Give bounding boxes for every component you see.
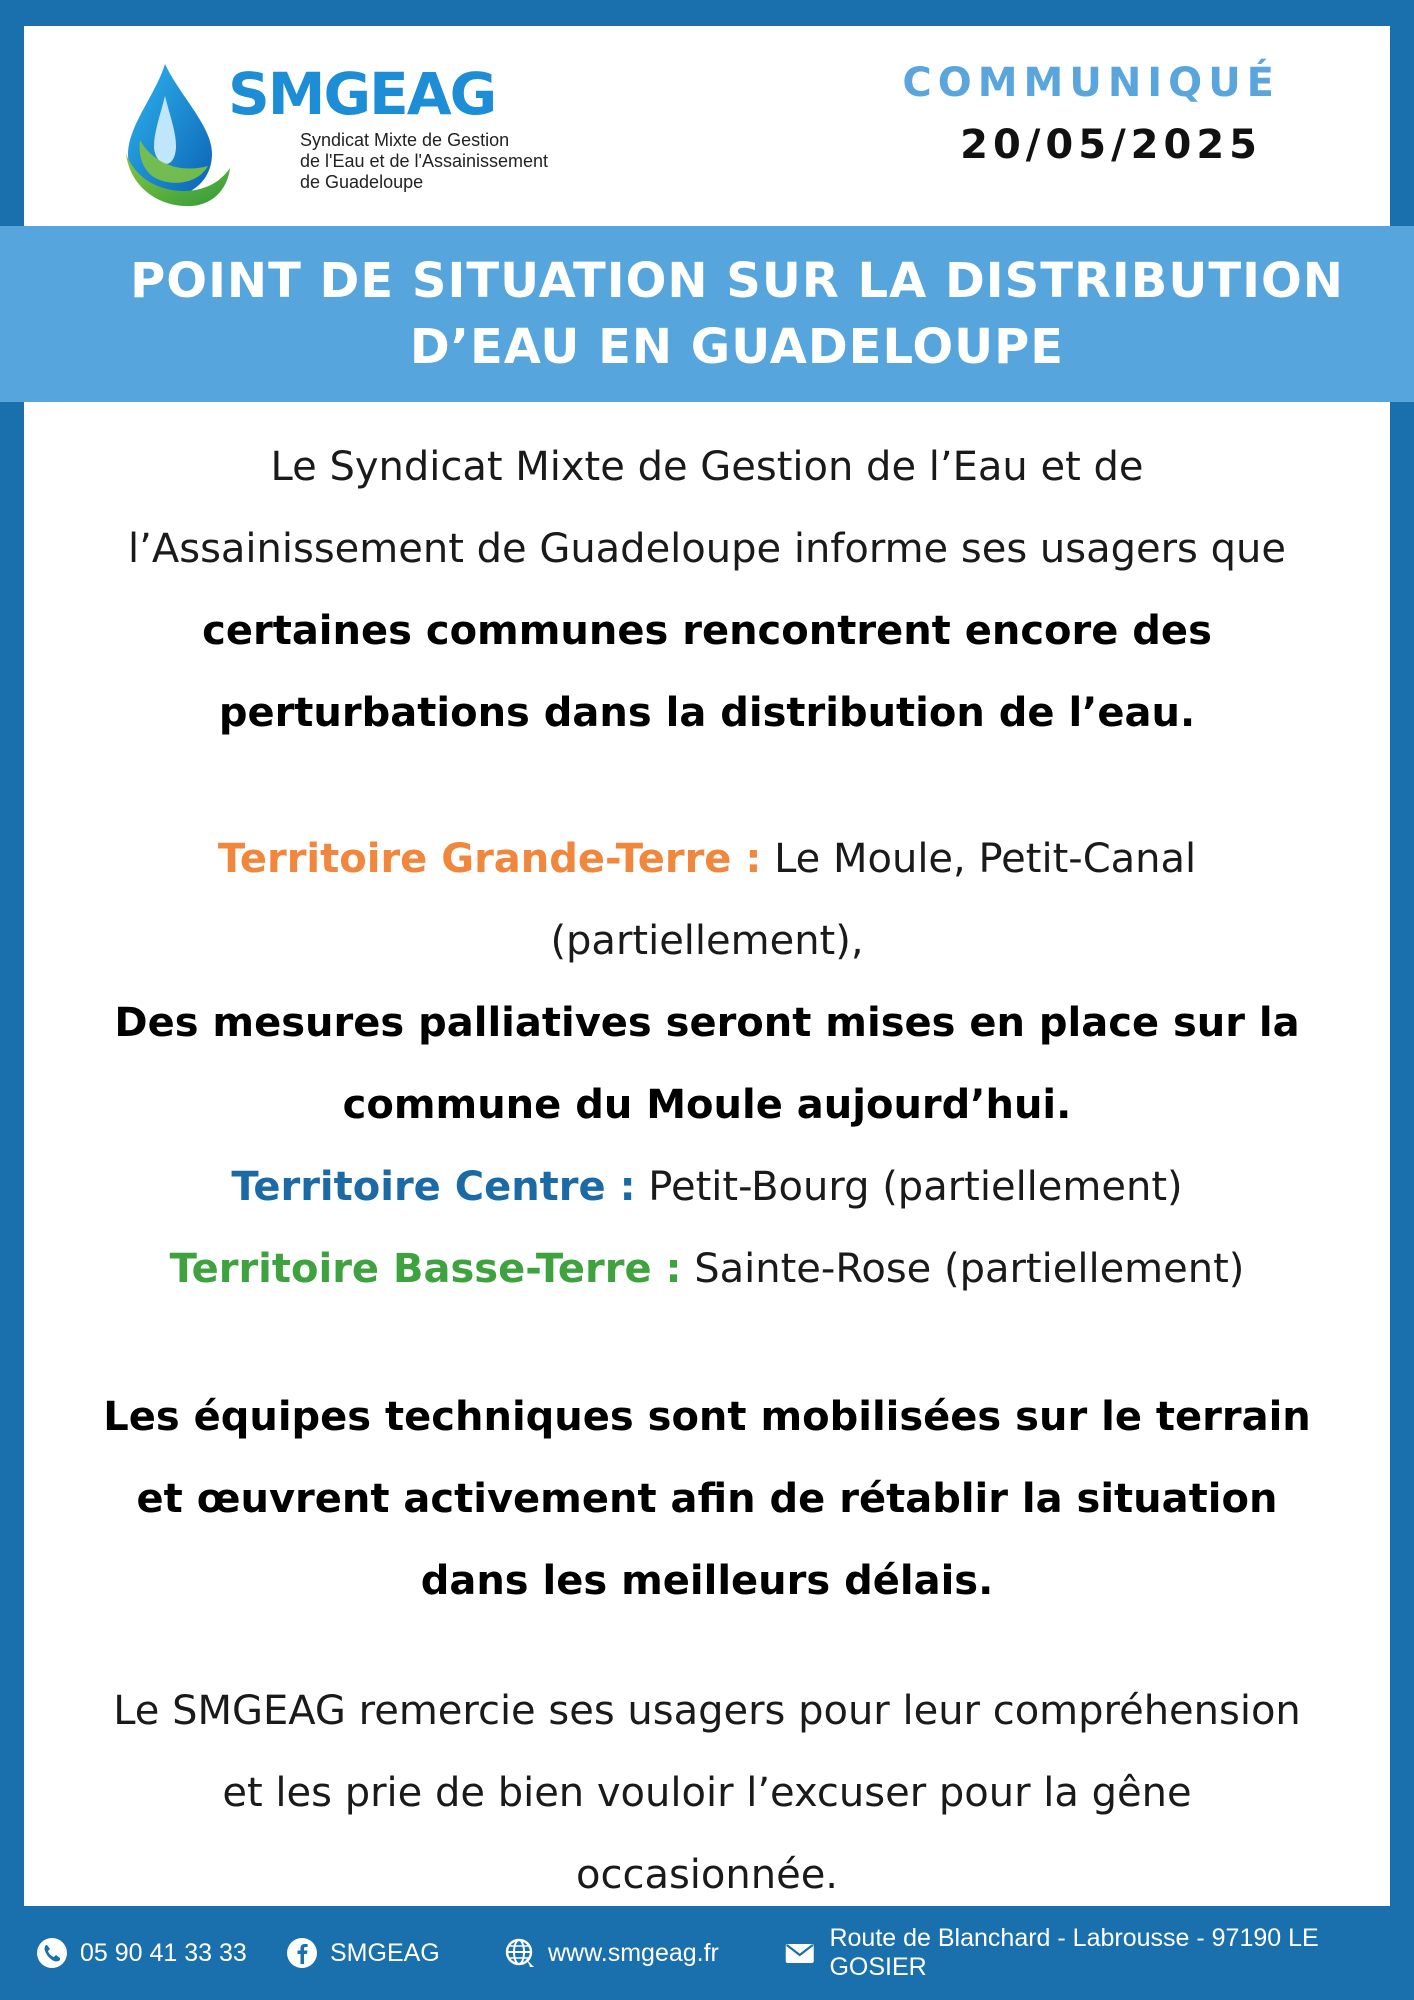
territory-centre (24, 1146, 1390, 1228)
intro-line: Le Syndicat Mixte de Gestion de l’Eau et de (270, 444, 1144, 490)
territory-grande-terre-value: Le Moule, Petit-Canal (774, 836, 1197, 882)
logo-subtitle (300, 130, 600, 193)
footer-website[interactable] (504, 1906, 719, 2000)
territory-basse-terre-label: Territoire Basse-Terre : (169, 1246, 682, 1292)
smgeag-logo (100, 36, 549, 226)
water-drop-logo-icon (100, 36, 240, 216)
territory-grande-terre-value-cont: (partiellement), (550, 918, 864, 964)
footer-facebook[interactable] (286, 1906, 440, 2000)
communique-sheet (24, 26, 1390, 1906)
measures-line: commune du Moule aujourd’hui. (342, 1082, 1072, 1128)
logo-subtitle-line: de Guadeloupe (300, 172, 424, 192)
intro-bold-line: perturbations dans la distribution de l’eau. (218, 690, 1196, 736)
thanks-line: occasionnée. (575, 1852, 839, 1898)
teams-line: et œuvrent activement afin de rétablir la situation (136, 1476, 1278, 1522)
measures-line: Des mesures palliatives seront mises en place sur la (114, 1000, 1300, 1046)
intro-line: l’Assainissement de Guadeloupe informe ses usagers que (128, 526, 1286, 572)
communique-body (24, 426, 1390, 1916)
thanks-line: et les prie de bien vouloir l’excuser pour la gêne (222, 1770, 1192, 1816)
territory-grande-terre (24, 818, 1390, 900)
footer-phone-text: 05 90 41 33 33 (80, 1938, 247, 1967)
logo-name: SMGEAG (228, 60, 496, 128)
logo-subtitle-line: de l'Eau et de l'Assainissement (300, 151, 549, 171)
territory-grande-terre-label: Territoire Grande-Terre : (217, 836, 762, 882)
footer-facebook-text: SMGEAG (330, 1938, 440, 1967)
phone-icon (36, 1937, 68, 1969)
teams-line: Les équipes techniques sont mobilisées sur le terrain (103, 1394, 1311, 1440)
territory-centre-value: Petit-Bourg (partiellement) (648, 1164, 1183, 1210)
territory-basse-terre (24, 1228, 1390, 1310)
globe-icon (504, 1937, 536, 1969)
banner-title-line-1: POINT DE SITUATION SUR LA DISTRIBUTION (130, 253, 1344, 309)
intro-bold-line: certaines communes rencontrent encore des (202, 608, 1212, 654)
banner-title-line-2: D’EAU EN GUADELOUPE (409, 319, 1065, 375)
thanks-line: Le SMGEAG remercie ses usagers pour leur compréhension (113, 1688, 1301, 1734)
territory-basse-terre-value: Sainte-Rose (partiellement) (694, 1246, 1245, 1292)
territory-centre-label: Territoire Centre : (231, 1164, 636, 1210)
footer-phone[interactable] (36, 1906, 247, 2000)
envelope-icon (782, 1937, 817, 1969)
communique-date: 20/05/2025 (960, 122, 1262, 168)
footer-address-text: Route de Blanchard - Labrousse - 97190 LE GOSIER (829, 1924, 1319, 1981)
footer-address (782, 1906, 1414, 2000)
logo-subtitle-line: Syndicat Mixte de Gestion (300, 130, 510, 150)
footer-website-text: www.smgeag.fr (548, 1938, 719, 1967)
contact-footer (0, 1906, 1414, 2000)
communique-label: COMMUNIQUÉ (902, 60, 1280, 106)
title-banner (0, 226, 1414, 402)
facebook-icon (286, 1937, 318, 1969)
teams-line: dans les meilleurs délais. (420, 1558, 994, 1604)
